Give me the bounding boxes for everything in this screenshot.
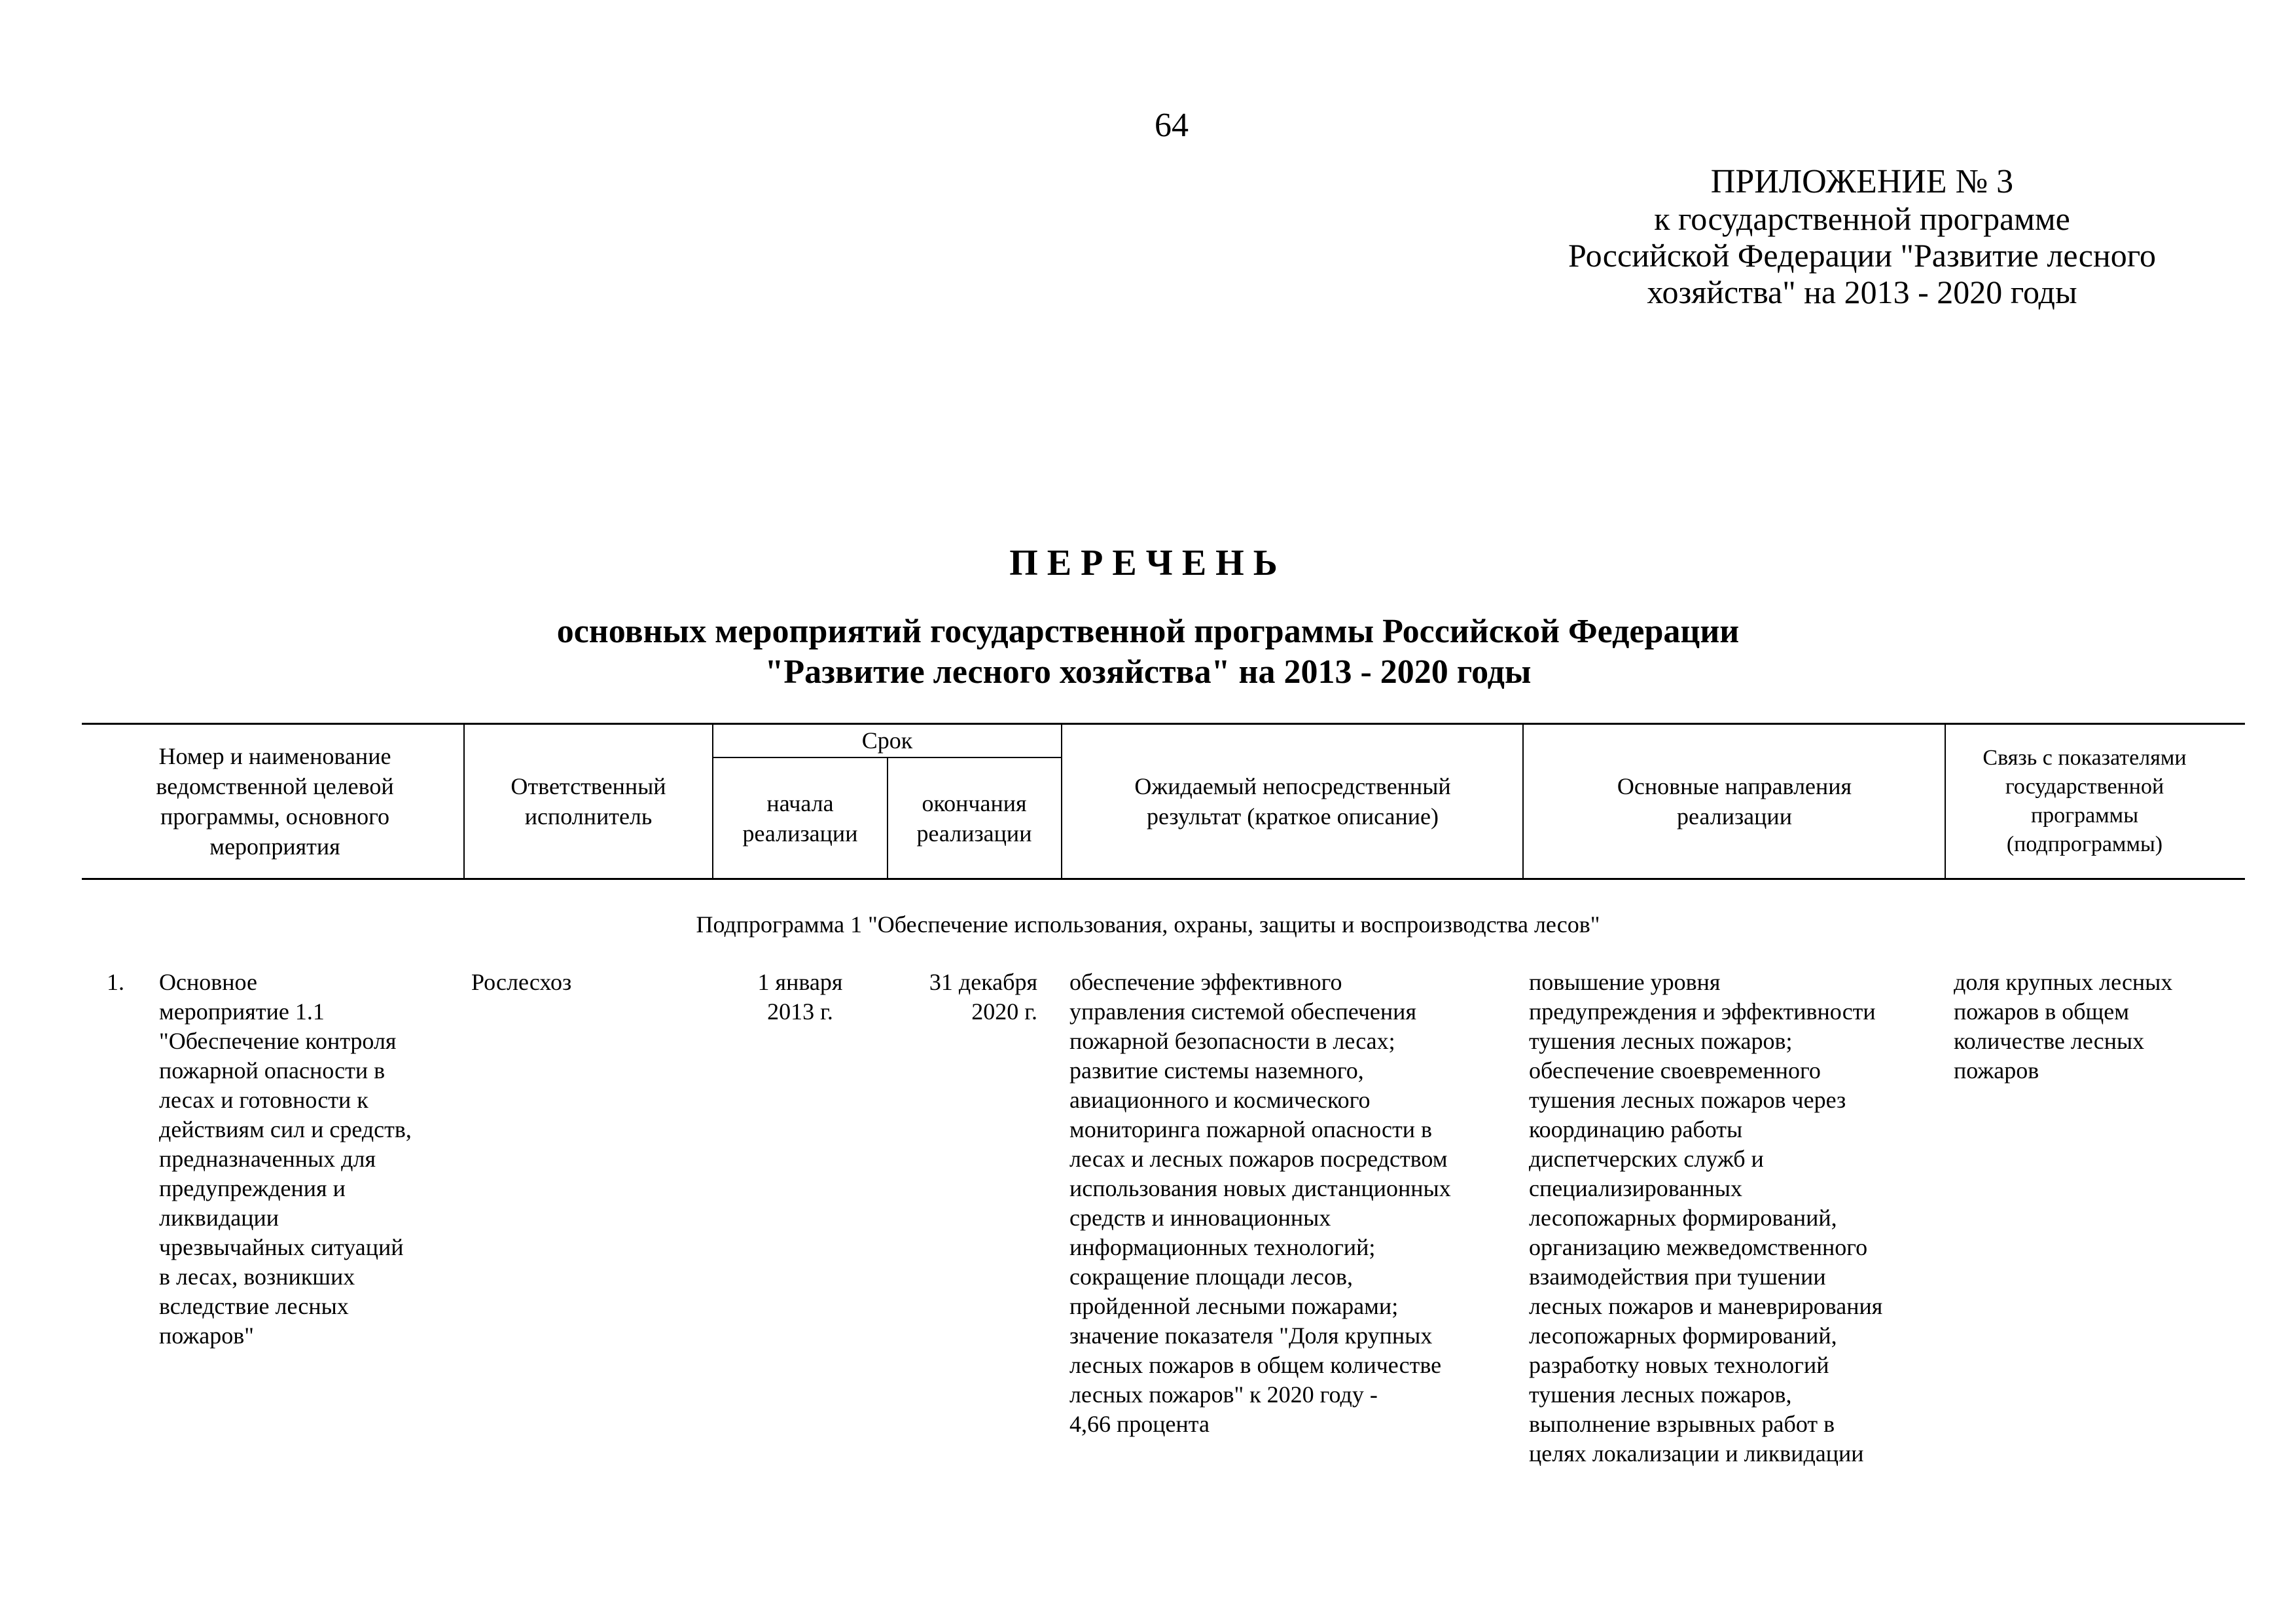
document-title: ПЕРЕЧЕНЬ — [1009, 543, 1287, 583]
column-divider — [1945, 723, 1946, 878]
header-end: окончания реализации — [916, 790, 1032, 847]
row-measure-name: Основное мероприятие 1.1 "Обеспечение контроля пожарной опасности в лесах и готовности к действиям сил и средств, предназначенных для предупреждения и ликвидации чрезвычайных ситуаций в лесах, возникших вследствие лесных пожаров" — [159, 969, 412, 1349]
subtitle-line: "Развитие лесного хозяйства" на 2013 - 2020 годы — [764, 653, 1532, 691]
row-expected-result: обеспечение эффективного управления системой обеспечения пожарной безопасности в лесах; развитие системы наземного, авиационного и космического мониторинга пожарной опасности в лесах и лесных пожаров посредством использования новых дистанционных средств и инновационных информационных технологий; сокращение площади лесов, пройденной лесными пожарами; значение показателя "Доля крупных лесных пожаров в общем количестве лесных пожаров" к 2020 году - 4,66 процента — [1069, 969, 1451, 1437]
column-divider — [1061, 723, 1062, 878]
header-term: Срок — [861, 727, 913, 754]
subtitle-line: основных мероприятий государственной программы Российской Федерации — [556, 613, 1740, 650]
column-divider — [463, 723, 465, 878]
table-top-rule — [82, 723, 2245, 725]
row-start-date: 1 января 2013 г. — [757, 969, 843, 1025]
column-divider — [1522, 723, 1524, 878]
header-start: начала реализации — [742, 790, 858, 847]
page-number: 64 — [1155, 107, 1189, 144]
appendix-line: к государственной программе — [1654, 200, 2070, 237]
row-indicator-link: доля крупных лесных пожаров в общем количестве лесных пожаров — [1954, 969, 2173, 1084]
appendix-line: Российской Федерации "Развитие лесного — [1568, 237, 2156, 274]
header-executor: Ответственный исполнитель — [511, 773, 666, 830]
row-number: 1. — [107, 969, 124, 995]
document-subtitle — [0, 611, 2296, 693]
header-indicator-link: Связь с показателями государственной программы (подпрограммы) — [1982, 745, 2187, 856]
appendix-block — [1499, 164, 2225, 310]
table-header-bottom-rule — [82, 878, 2245, 880]
row-directions: повышение уровня предупреждения и эффективности тушения лесных пожаров; обеспечение своевременного тушения лесных пожаров через координацию работы диспетчерских служб и специализированных лесопожарных формирований, организацию межведомственного взаимодействия при тушении лесных пожаров и маневрирования лесопожарных формирований, разработку новых технологий тушения лесных пожаров, выполнение взрывных работ в целях локализации и ликвидации — [1529, 969, 1883, 1467]
subprogram-heading: Подпрограмма 1 "Обеспечение использования, охраны, защиты и воспроизводства лесов" — [696, 911, 1600, 938]
appendix-title: ПРИЛОЖЕНИЕ № 3 — [1710, 163, 2014, 200]
header-program-name: Номер и наименование ведомственной целевой программы, основного мероприятия — [156, 743, 394, 860]
appendix-line: хозяйства" на 2013 - 2020 годы — [1647, 274, 2077, 310]
column-divider — [887, 757, 888, 878]
row-end-date: 31 декабря 2020 г. — [929, 969, 1037, 1025]
row-executor: Рослесхоз — [471, 969, 572, 995]
header-directions: Основные направления реализации — [1617, 773, 1852, 830]
header-expected-result: Ожидаемый непосредственный результат (краткое описание) — [1134, 773, 1451, 830]
